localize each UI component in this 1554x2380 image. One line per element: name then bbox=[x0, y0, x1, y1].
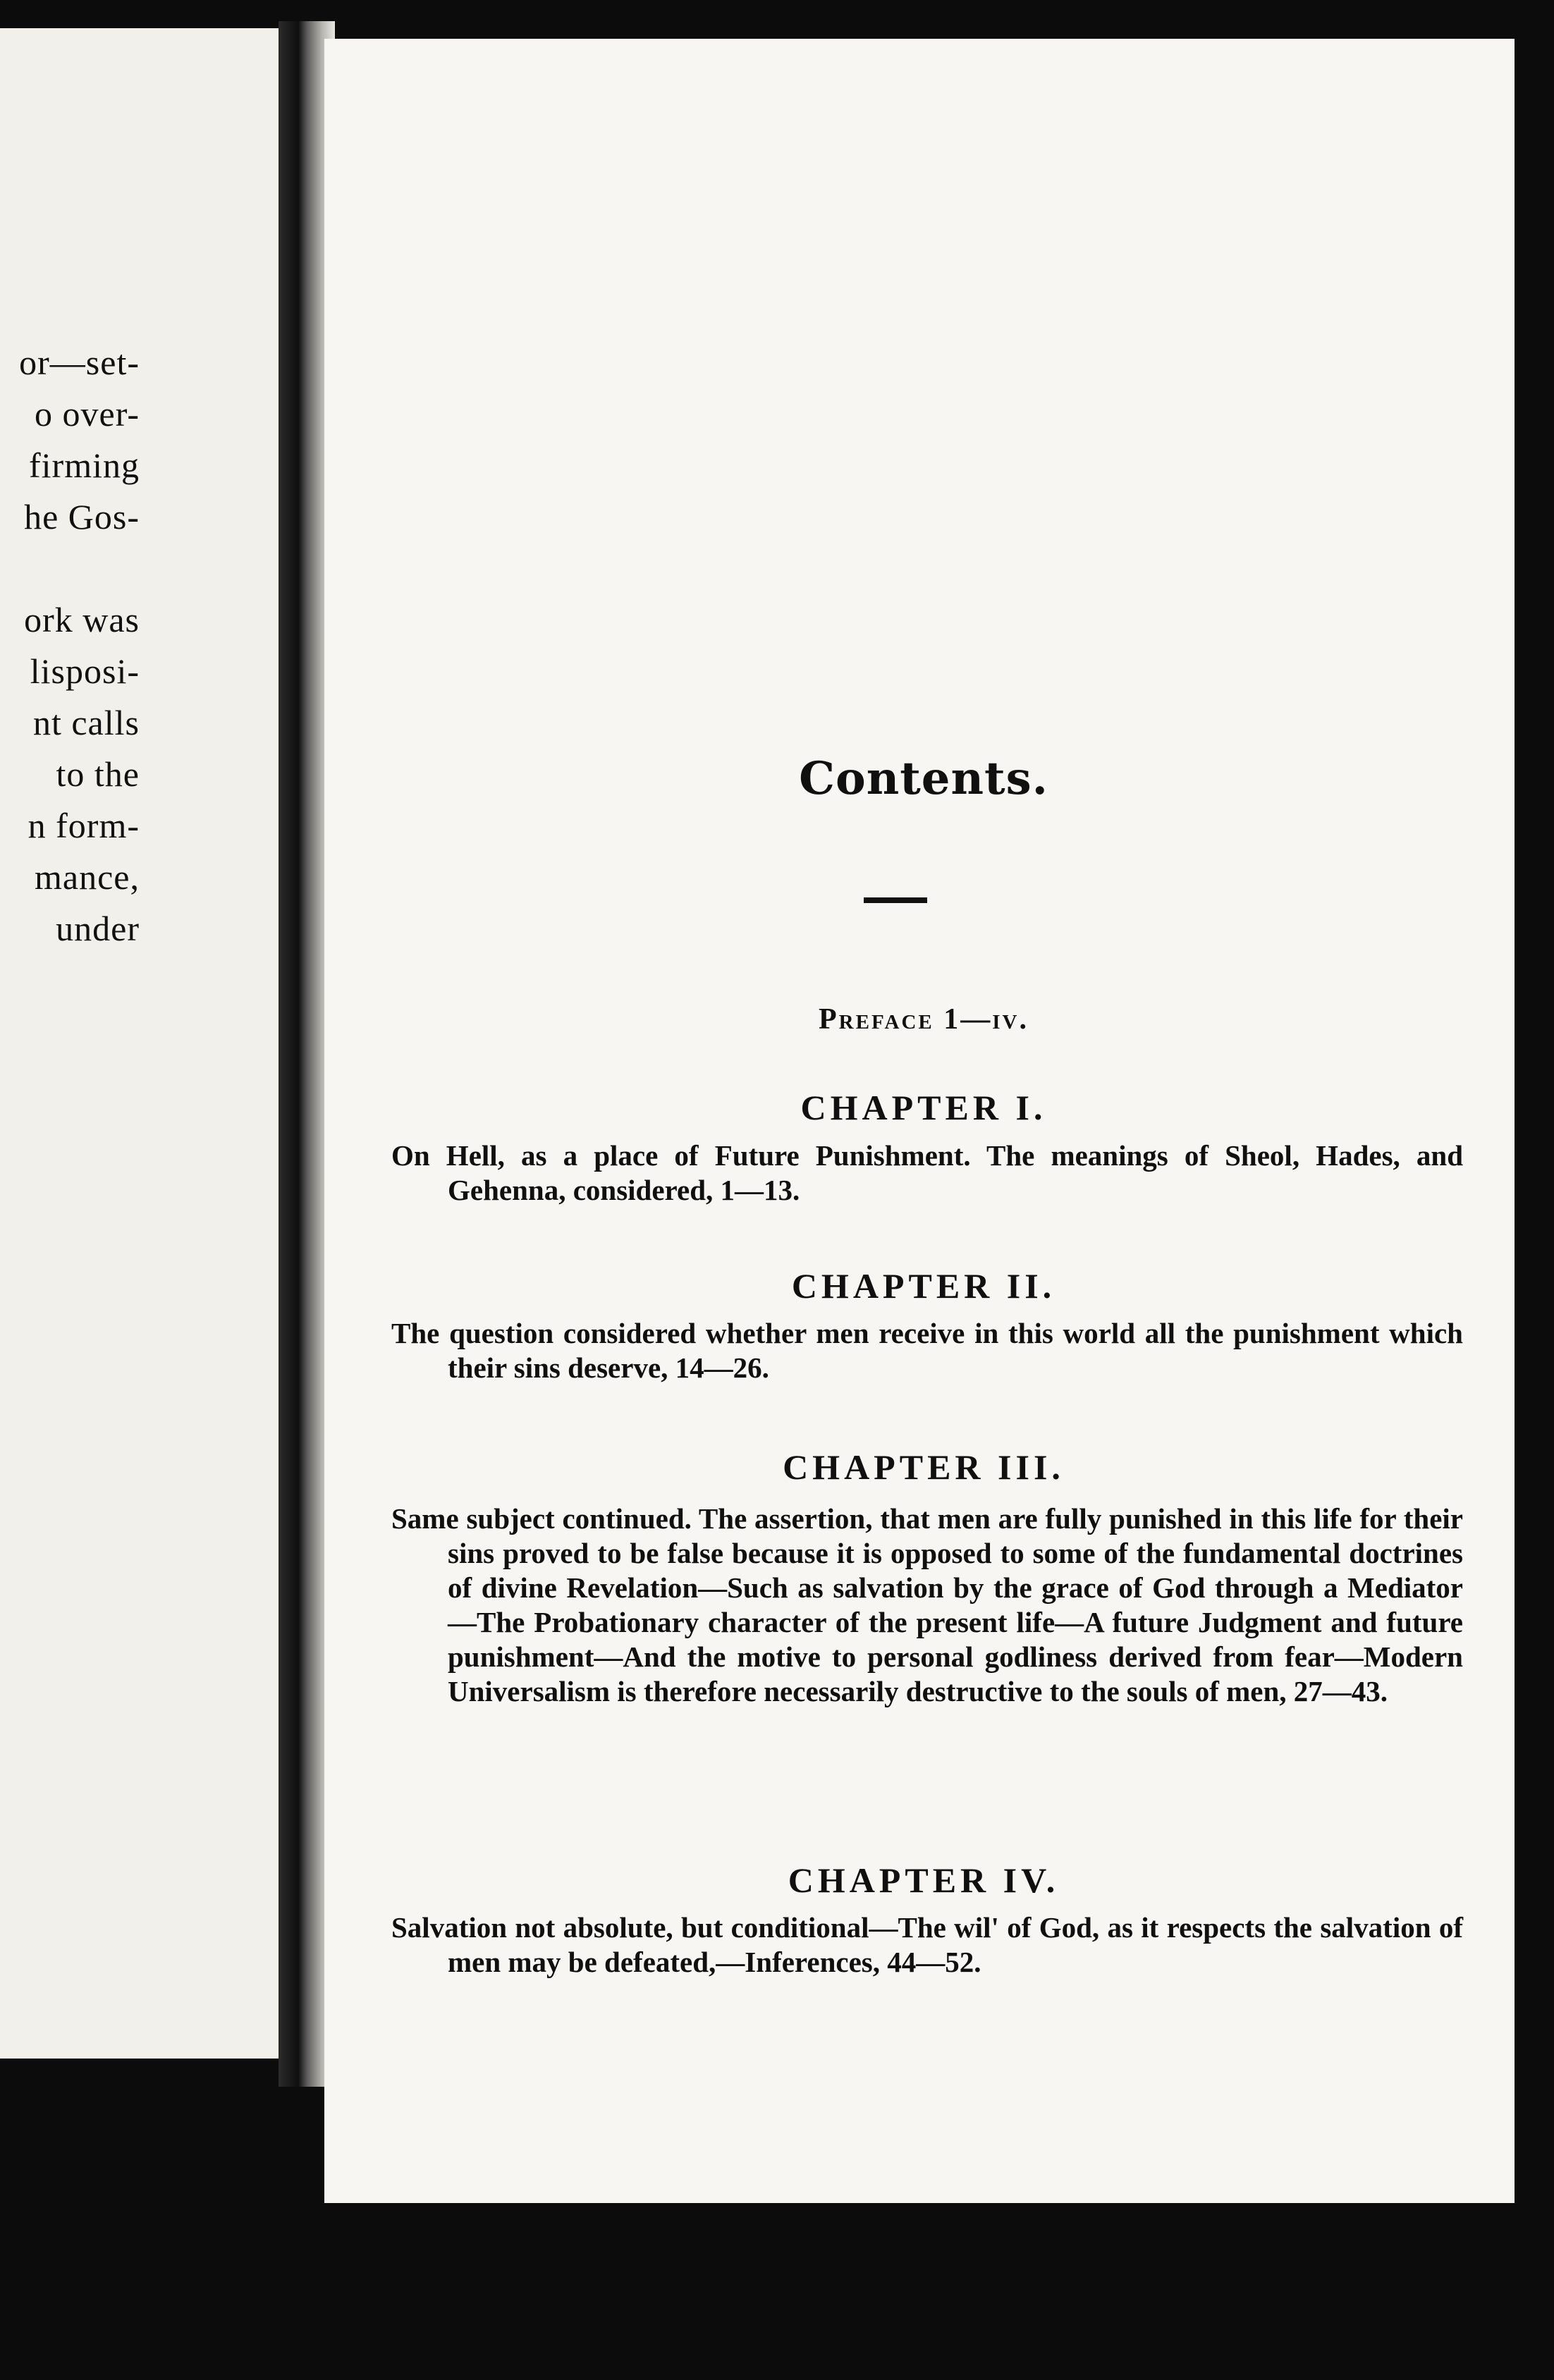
left-page-line: under bbox=[56, 909, 140, 948]
contents-text bbox=[324, 39, 1523, 2203]
page-edge-shadow bbox=[1515, 28, 1554, 2380]
page-title: Contents. bbox=[799, 752, 1048, 805]
chapter-3-summary: Same subject continued. The assertion, that men are fully punished in this life for their sins proved to be false because it is opposed to some of the fundamental doctrines of divine Revelation—Such as salvation by the grace of God through a Mediator—The Probationary character of the present life—A future Judgment and future punishment—And the motive to personal godliness derived from fear—Modern Universalism is therefore necessarily destructive to the souls of men, 27—43. bbox=[391, 1502, 1463, 1707]
left-page-line: ork was bbox=[24, 600, 140, 639]
chapter-4-summary: Salvation not absolute, but conditional—The wil' of God, as it respects the salvation of men may be defeated,—Inferences, 44—52. bbox=[391, 1911, 1463, 1978]
contents-page bbox=[324, 39, 1523, 2203]
chapter-3-heading: CHAPTER III. bbox=[783, 1447, 1065, 1487]
left-facing-page bbox=[0, 28, 289, 2059]
left-page-line: nt calls bbox=[32, 703, 140, 742]
chapter-1-summary: On Hell, as a place of Future Punishment. The meanings of Sheol, Hades, and Gehenna, considered, 1—13. bbox=[391, 1139, 1463, 1206]
left-page-line: he Gos- bbox=[24, 497, 140, 536]
chapter-2-heading: CHAPTER II. bbox=[791, 1266, 1056, 1306]
chapter-1-heading: CHAPTER I. bbox=[800, 1088, 1047, 1127]
chapter-2-summary: The question considered whether men receive in this world all the punishment which their sins deserve, 14—26. bbox=[391, 1317, 1463, 1384]
left-page-line: firming bbox=[29, 446, 140, 485]
left-page-line: o over- bbox=[35, 394, 140, 434]
left-page-line: mance, bbox=[35, 857, 140, 897]
preface-entry: Preface 1—iv. bbox=[819, 1003, 1029, 1036]
left-page-line: or—set- bbox=[19, 343, 140, 382]
title-rule-divider bbox=[864, 897, 927, 903]
left-page-line: n form- bbox=[27, 806, 140, 845]
chapter-4-heading: CHAPTER IV. bbox=[788, 1860, 1060, 1900]
left-page-line: to the bbox=[56, 754, 140, 794]
left-page-line: lisposi- bbox=[30, 651, 140, 691]
